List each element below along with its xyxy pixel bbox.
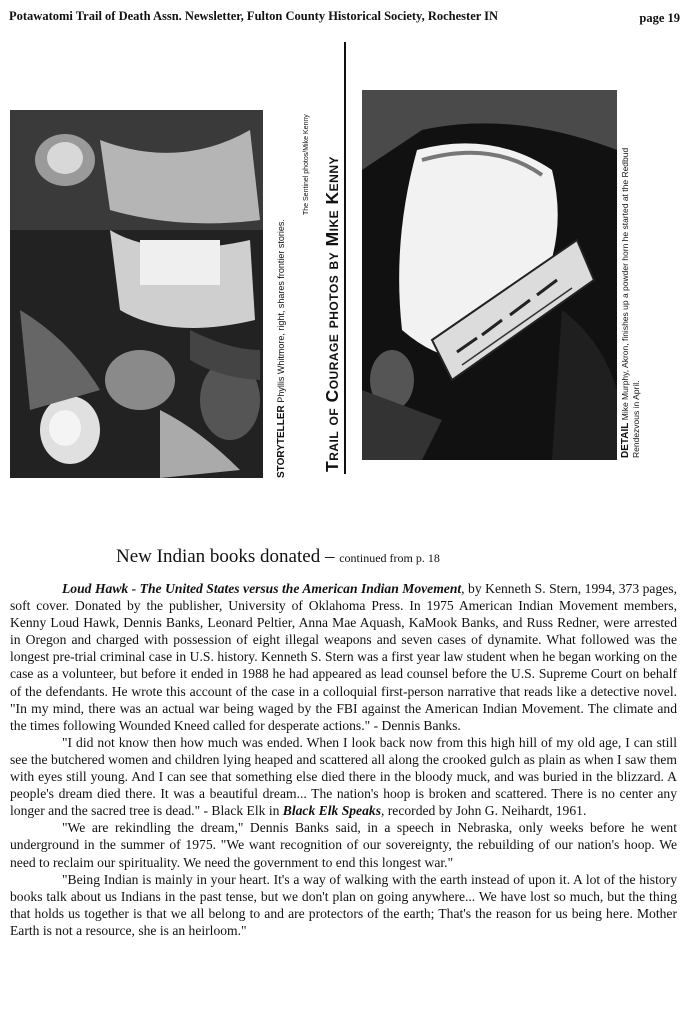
paragraph-black-elk-text: "I did not know then how much was ended. When I look back now from this high hill of my old age, I can still see the butchered women and children lying heaped and scattered all along the crooked gulch as plain as when I saw them with eyes still young. And I can see that something else died there in the bloody muck, and was buried in the blizzard. A people's dream died there. It was a beautiful dream... The nation's hoop is broken and scattered. There is no center any longer and the sacred tree is dead." - Black Elk in bbox=[10, 734, 677, 819]
detail-photo-image bbox=[362, 90, 617, 460]
article-title-text: New Indian books donated bbox=[116, 546, 321, 567]
photo-banner: Trail of Courage photos by Mike Kenny bbox=[322, 155, 342, 472]
detail-label: DETAIL bbox=[620, 422, 631, 458]
detail-caption-line1: Mike Murphy, Akron, finishes up a powder horn he started at the Redbud bbox=[620, 147, 630, 421]
paragraph-loud-hawk bbox=[10, 580, 677, 734]
article-body bbox=[10, 580, 677, 939]
article-title: New Indian books donated – continued from p. 18 bbox=[116, 546, 440, 567]
photo-credit: The Sentinel photos/Mike Kenny bbox=[303, 114, 310, 215]
continued-note: continued from p. 18 bbox=[339, 551, 440, 565]
paragraph-black-elk-tail: , recorded by John G. Neihardt, 1961. bbox=[380, 803, 587, 819]
storyteller-label: STORYTELLER bbox=[276, 405, 287, 478]
newsletter-title: Potawatomi Trail of Death Assn. Newsletter, Fulton County Historical Society, Rochester IN bbox=[9, 9, 499, 23]
paragraph-loud-hawk-text: , by Kenneth S. Stern, 1994, 373 pages, soft cover. Donated by the publisher, University of Oklahoma Press. In 1975 American Indian Movement members, Kenny Loud Hawk, Dennis Banks, Leonard Peltier, Anna Mae Aquash, KaMook Banks, and Russ Redner, were arrested in Oregon and charged with possession of eight illegal weapons and seven cases of dynamite. What followed was the longest pre-trial criminal case in U.S. history. Kenneth S. Stern was a first year law student when he began working on the case as a volunteer, but before it ended in 1988 he had appeared as lead counsel before the U.S. Supreme Court on behalf of the defendants. He wrote this account of the case in a colloquial first-person narrative that reads like a detective novel. "In my mind, there was an actual war being waged by the FBI against the American Indian Movement. The climate and the times following Wounded Kneed called for desperate actions." - Dennis Banks. bbox=[10, 581, 677, 733]
banner-divider bbox=[344, 42, 346, 474]
book-title-loud-hawk: Loud Hawk - The United States versus the American Indian Movement bbox=[62, 581, 462, 596]
paragraph-black-elk bbox=[10, 734, 677, 819]
page-header bbox=[9, 9, 680, 29]
book-title-black-elk: Black Elk Speaks bbox=[282, 803, 381, 819]
detail-caption-line2: Rendezvous in April. bbox=[631, 380, 641, 458]
paragraph-being-indian: "Being Indian is mainly in your heart. It's a way of walking with the earth instead of upon it. A lot of the history books talk about us Indians in the past tense, but we don't plan on going anywhere... We have lost so much, but the thing that holds us together is that we all belong to and are protectors of the earth; That's the reason for us being here. Mother Earth is not a resource, she is an heirloom." bbox=[10, 871, 677, 938]
storyteller-photo-image bbox=[10, 110, 263, 478]
page-number: page 19 bbox=[639, 11, 680, 25]
detail-caption bbox=[620, 148, 642, 458]
storyteller-caption bbox=[276, 219, 287, 478]
storyteller-photo bbox=[10, 110, 263, 478]
detail-photo bbox=[362, 90, 617, 460]
storyteller-caption-text: Phyllis Whitmore, right, shares frontier stories. bbox=[276, 219, 286, 403]
paragraph-rekindling: "We are rekindling the dream," Dennis Banks said, in a speech in Nebraska, only weeks before he went underground in the summer of 1975. "We want recognition of our sovereignty, the rebuilding of our nation's hoop. We need to reclaim our spirituality. We need the government to end this longest war." bbox=[10, 820, 677, 870]
